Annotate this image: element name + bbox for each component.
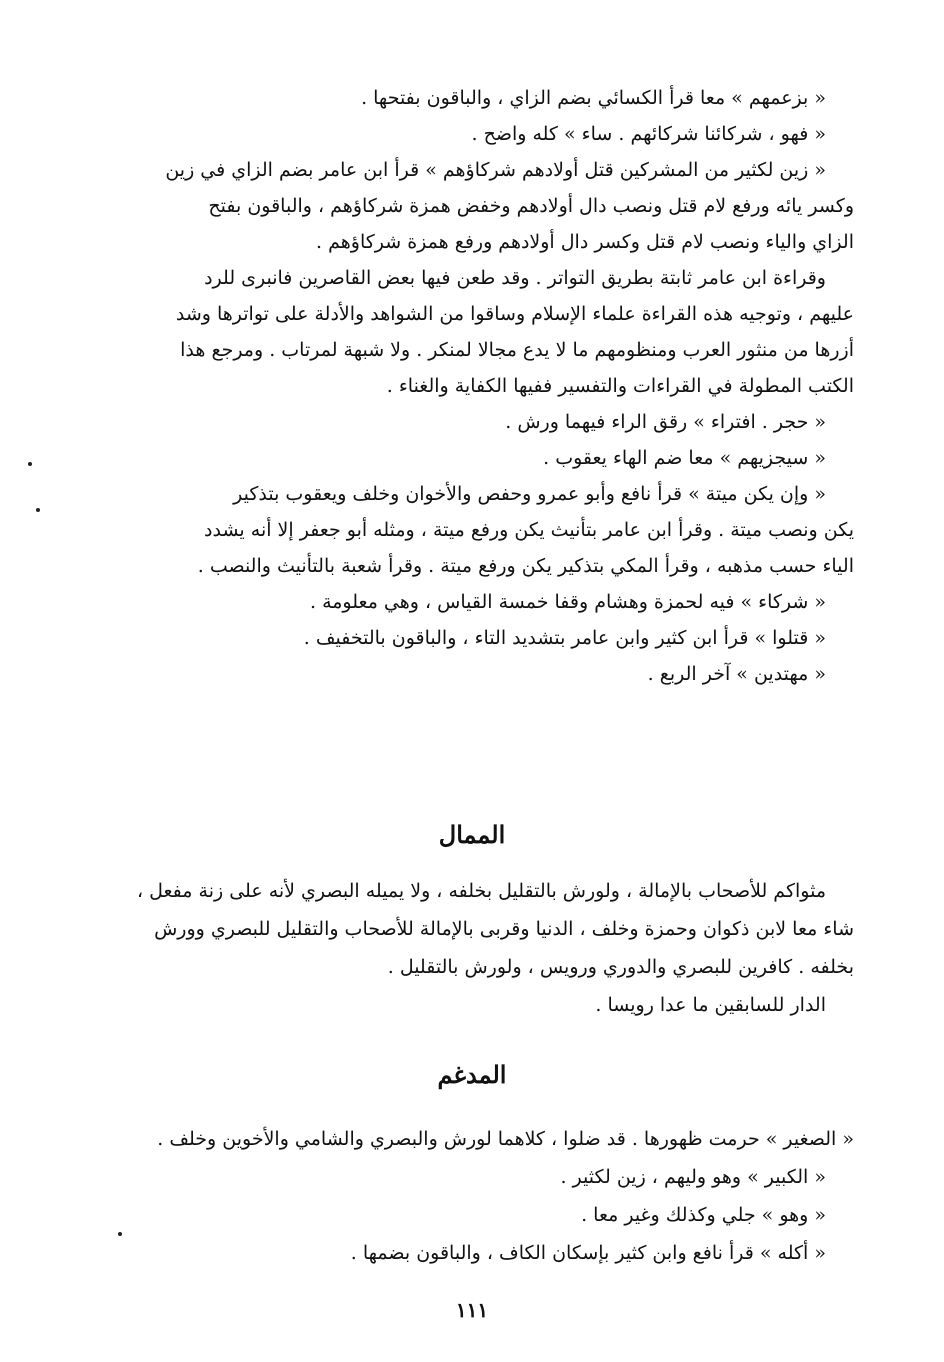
text-line: « زين لكثير من المشركين قتل أولادهم شركاؤهم » قرأ ابن عامر بضم الزاي في زين [165,159,826,181]
text-line: أزرها من منثور العرب ومنظومهم ما لا يدع مجالا لمنكر . ولا شبهة لمرتاب . ومرجع هذا [180,339,854,361]
text-line: يكن ونصب ميتة . وقرأ ابن عامر بتأنيث يكن ورفع ميتة ، ومثله أبو جعفر إلا أنه يشدد [204,519,854,541]
text-line: الزاي والياء ونصب لام قتل وكسر دال أولادهم ورفع همزة شركاؤهم . [316,231,854,253]
section-heading-mudgham: المدغم [437,1060,507,1089]
text-line: الكتب المطولة في القراءات والتفسير ففيها الكفاية والغناء . [386,375,854,397]
scan-speck [36,508,40,512]
text-line: « سيجزيهم » معا ضم الهاء يعقوب . [543,447,826,469]
text-line: « مهتدين » آخر الربع . [647,663,826,685]
text-line: « بزعمهم » معا قرأ الكسائي بضم الزاي ، والباقون بفتحها . [361,87,826,109]
text-line: وكسر يائه ورفع لام قتل ونصب دال أولادهم وخفض همزة شركاؤهم ، والباقون بفتح [208,195,854,217]
scan-speck [28,462,32,466]
text-line: « وهو » جلي وكذلك وغير معا . [581,1204,826,1226]
text-line: شاء معا لابن ذكوان وحمزة وخلف ، الدنيا وقربى بالإمالة للأصحاب والتقليل للبصري وورش [154,918,854,940]
text-line: « الكبير » وهو وليهم ، زين لكثير . [560,1166,826,1188]
text-line: « أكله » قرأ نافع وابن كثير بإسكان الكاف ، والباقون بضمها . [350,1242,826,1264]
text-line: الياء حسب مذهبه ، وقرأ المكي بتذكير يكن ورفع ميتة . وقرأ شعبة بالتأنيث والنصب . [197,555,854,577]
text-line: « وإن يكن ميتة » قرأ نافع وأبو عمرو وحفص والأخوان وخلف ويعقوب بتذكير [233,483,826,505]
text-line: عليهم ، وتوجيه هذه القراءة علماء الإسلام وساقوا من الشواهد والأدلة على تواترها وشد [175,303,854,325]
scan-speck [118,1232,122,1236]
section-heading-mumal: الممال [438,820,506,849]
section-3 [110,1120,854,1272]
text-line: بخلفه . كافرين للبصري والدوري ورويس ، ولورش بالتقليل . [387,956,854,978]
text-line: « الصغير » حرمت ظهورها . قد ضلوا ، كلاهما لورش والبصري والشامي والأخوين وخلف . [157,1128,854,1150]
text-line: « قتلوا » قرأ ابن كثير وابن عامر بتشديد التاء ، والباقون بالتخفيف . [303,627,826,649]
section-1 [110,80,854,692]
text-line: الدار للسابقين ما عدا رويسا . [595,994,826,1016]
text-line: « شركاء » فيه لحمزة وهشام وقفا خمسة القياس ، وهي معلومة . [309,591,826,613]
section-2 [110,872,854,1024]
text-line: وقراءة ابن عامر ثابتة بطريق التواتر . وقد طعن فيها بعض القاصرين فانبرى للرد [204,267,826,289]
text-line: « فهو ، شركائنا شركائهم . ساء » كله واضح . [471,123,826,145]
text-line: مثواكم للأصحاب بالإمالة ، ولورش بالتقليل بخلفه ، ولا يميله البصري لأنه على زنة مفعل ، [136,880,826,902]
text-line: « حجر . افتراء » رقق الراء فيهما ورش . [505,411,826,433]
page-number: ١١١ [455,1298,489,1322]
